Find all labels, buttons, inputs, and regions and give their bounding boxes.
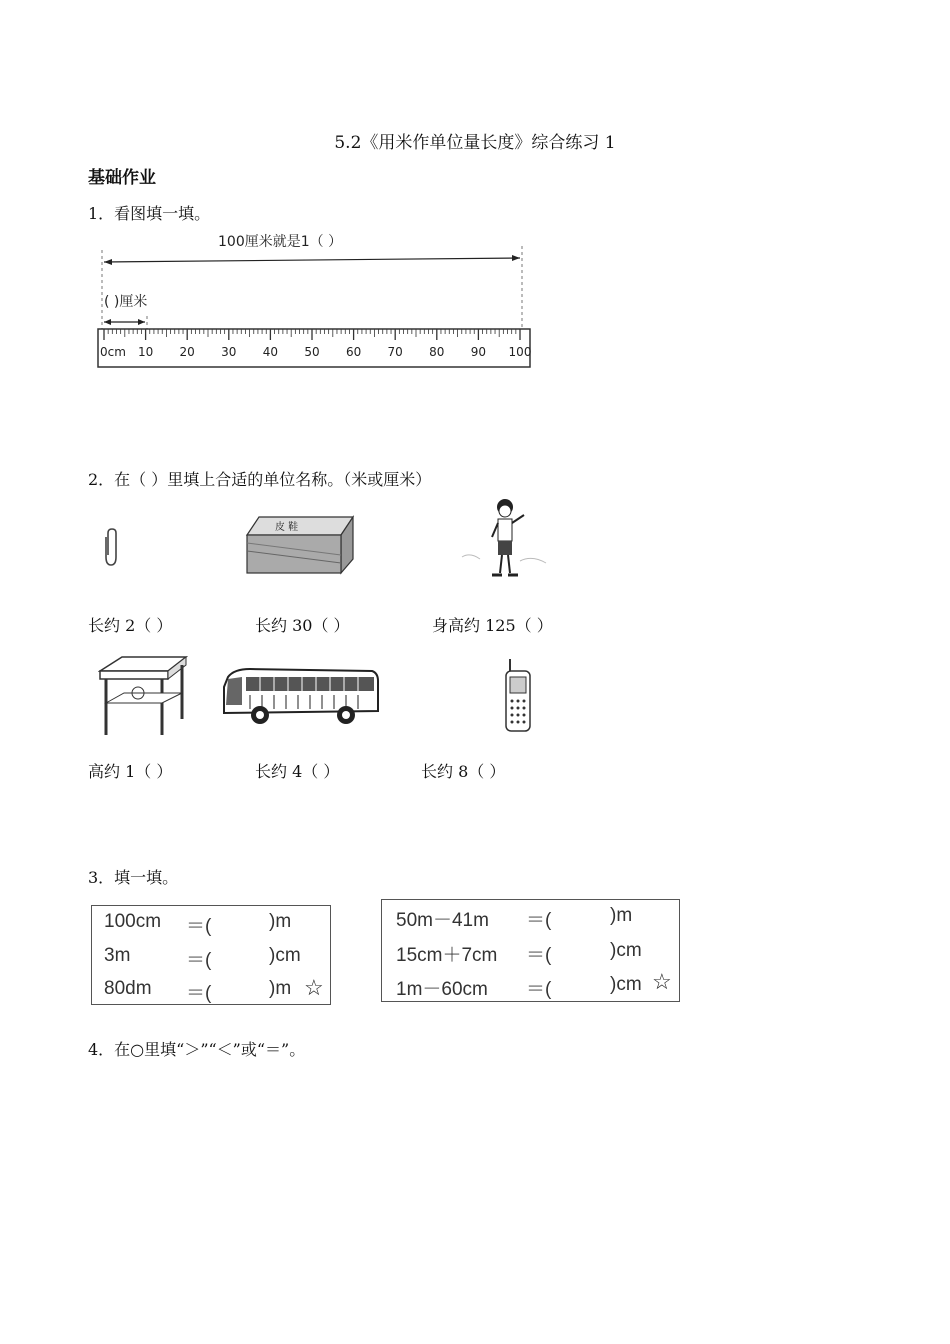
unit: )cm bbox=[610, 974, 642, 995]
expression: 80dm bbox=[104, 978, 152, 999]
ruler-tick-label: 0cm bbox=[100, 345, 126, 359]
conversion-row bbox=[396, 974, 676, 998]
question-3-prompt: 3．填一填。 bbox=[88, 868, 179, 887]
ruler-tick-label: 40 bbox=[262, 345, 279, 359]
question-2-prompt: 2．在（ ）里填上合适的单位名称。（米或厘米） bbox=[88, 470, 432, 489]
conversion-box-left bbox=[91, 905, 331, 1005]
equals-paren: ＝( bbox=[186, 916, 212, 937]
conversion-row bbox=[396, 905, 676, 929]
section-heading: 基础作业 bbox=[88, 168, 156, 188]
ruler-tick-label: 20 bbox=[179, 345, 195, 359]
ruler-tick-label: 90 bbox=[470, 345, 487, 359]
item-phone-length: 长约 8（ ） bbox=[421, 762, 506, 781]
unit: )cm bbox=[269, 945, 301, 966]
expression: 15cm＋7cm bbox=[396, 945, 498, 966]
hundred-cm-arrow bbox=[104, 258, 520, 262]
equals-paren: ＝( bbox=[186, 950, 212, 971]
star-icon: ☆ bbox=[652, 970, 672, 995]
unit: )m bbox=[269, 911, 292, 932]
ruler-figure bbox=[90, 228, 540, 378]
conversion-row bbox=[104, 978, 324, 1002]
page-title: 5.2《用米作单位量长度》综合练习 1 bbox=[334, 133, 616, 153]
star-icon: ☆ bbox=[304, 976, 324, 1001]
table-icon bbox=[98, 655, 188, 740]
ten-cm-label: ( )厘米 bbox=[104, 294, 148, 310]
ruler-tick-label: 60 bbox=[345, 345, 362, 359]
cellphone-icon bbox=[500, 657, 536, 735]
paperclip-icon bbox=[100, 527, 122, 569]
unit: )cm bbox=[610, 940, 642, 961]
item-paperclip-length: 长约 2（ ） bbox=[88, 616, 173, 635]
item-shoebox-length: 长约 30（ ） bbox=[255, 616, 350, 635]
shoebox-label: 皮 鞋 bbox=[275, 522, 299, 533]
ruler-tick-label: 80 bbox=[429, 345, 445, 359]
question-1-prompt: 1．看图填一填。 bbox=[88, 204, 211, 223]
conversion-row bbox=[396, 940, 676, 964]
hundred-cm-label: 100厘米就是1（ ） bbox=[218, 234, 343, 250]
ruler-tick-label: 50 bbox=[304, 345, 320, 359]
boy-icon bbox=[460, 497, 550, 583]
equals-paren: ＝( bbox=[186, 983, 212, 1004]
unit: )m bbox=[610, 905, 633, 926]
equals-paren: ＝( bbox=[526, 979, 552, 1000]
equals-paren: ＝( bbox=[526, 910, 552, 931]
expression: 3m bbox=[104, 945, 131, 966]
ruler-tick-label: 30 bbox=[221, 345, 237, 359]
item-boy-height: 身高约 125（ ） bbox=[432, 616, 553, 635]
item-bus-length: 长约 4（ ） bbox=[255, 762, 340, 781]
ruler-tick-label: 10 bbox=[137, 345, 154, 359]
expression: 50m－41m bbox=[396, 910, 489, 931]
conversion-row bbox=[104, 911, 324, 935]
question-4-prompt: 4．在○里填“＞”“＜”或“＝”。 bbox=[88, 1040, 306, 1059]
shoebox-icon bbox=[245, 513, 355, 575]
expression: 1m－60cm bbox=[396, 979, 488, 1000]
item-table-height: 高约 1（ ） bbox=[88, 762, 173, 781]
conversion-box-right bbox=[381, 899, 680, 1002]
conversion-row bbox=[104, 945, 324, 969]
expression: 100cm bbox=[104, 911, 162, 932]
unit: )m bbox=[269, 978, 292, 999]
equals-paren: ＝( bbox=[526, 945, 552, 966]
ruler-tick-label: 70 bbox=[387, 345, 403, 359]
bus-icon bbox=[220, 665, 380, 727]
ruler-tick-label: 100 bbox=[508, 345, 532, 359]
